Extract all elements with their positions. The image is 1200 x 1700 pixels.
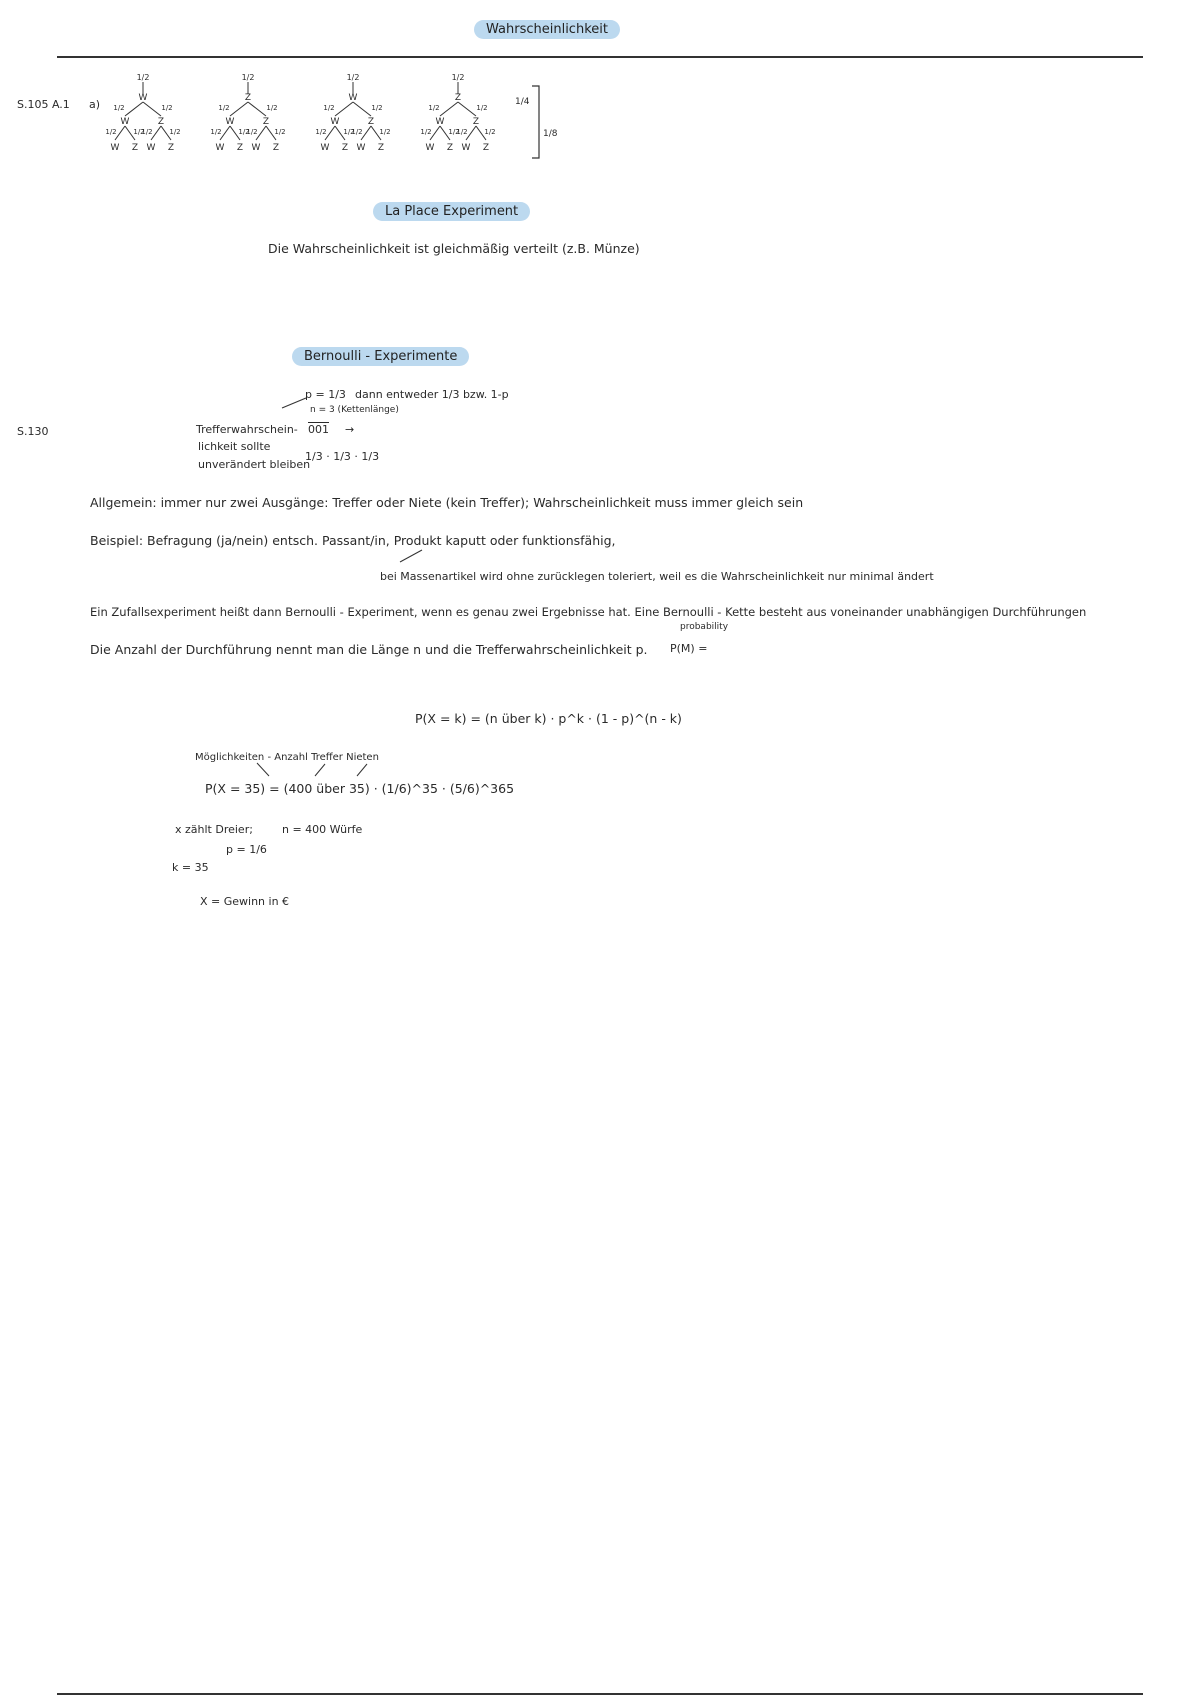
bracket-icon (532, 86, 539, 158)
tree-leaf-label: W (251, 143, 261, 153)
tree-node-label: Z (262, 117, 270, 127)
tree-leaf-label: Z (341, 143, 349, 153)
footer-divider (57, 1693, 1143, 1695)
tree-branch (335, 102, 353, 116)
p-note: dann entweder 1/3 bzw. 1-p (355, 388, 509, 401)
bernoulli-ref: S.130 (17, 425, 49, 438)
tree-prob-label: 1/2 (105, 128, 117, 136)
tree-leaf-label: Z (482, 143, 490, 153)
tree-node-label: W (435, 117, 445, 127)
x-note: x zählt Dreier; (175, 823, 253, 836)
tree-node-label: Z (454, 93, 462, 103)
sequence-arrow: → (345, 423, 355, 436)
tree-prob-label: 1/2 (343, 128, 355, 136)
side-note-3: unverändert bleiben (198, 458, 311, 471)
tree-prob-label: 1/2 (428, 104, 440, 112)
tree-leaf-label: Z (167, 143, 175, 153)
label-arrows (255, 760, 375, 780)
tree-branch (353, 102, 371, 116)
tree-node-label: W (330, 117, 340, 127)
tree-prob-label: 1/2 (371, 104, 383, 112)
tree-prob-label: 1/2 (113, 104, 125, 112)
tree-prob-label: 1/2 (476, 104, 488, 112)
tree-root-label: 1/2 (241, 73, 255, 82)
bracket-bottom-label: 1/8 (543, 129, 558, 139)
example-labels: Möglichkeiten - Anzahl Treffer Nieten (195, 752, 379, 763)
tree-leaf-label: W (425, 143, 435, 153)
tree-prob-label: 1/2 (456, 128, 468, 136)
tree-branch (125, 102, 143, 116)
tree-node-label: Z (157, 117, 165, 127)
tree-branch (458, 102, 476, 116)
tree-node-label: W (120, 117, 130, 127)
tree-node-label: Z (472, 117, 480, 127)
binomial-formula: P(X = k) = (n über k) · p^k · (1 - p)^(n - k) (415, 711, 682, 726)
k-note: k = 35 (172, 861, 209, 874)
side-note-2: lichkeit sollte (198, 440, 271, 453)
pm-note: probability (680, 622, 729, 632)
tree-node-label: Z (367, 117, 375, 127)
tree-prob-label: 1/2 (315, 128, 327, 136)
page-title: Wahrscheinlichkeit (474, 20, 620, 39)
tree-leaf-label: W (110, 143, 120, 153)
sequence: 001 (308, 423, 329, 436)
side-note-1: Trefferwahrschein- (196, 423, 298, 436)
tree-root-label: 1/2 (136, 73, 150, 82)
tree-leaf-label: Z (446, 143, 454, 153)
tree-prob-label: 1/2 (246, 128, 258, 136)
bernoulli-title: Bernoulli - Experimente (292, 347, 469, 366)
n-line: n = 3 (Kettenlänge) (310, 405, 399, 415)
tree-prob-label: 1/2 (484, 128, 496, 136)
p-note-2: p = 1/6 (226, 843, 267, 856)
tree-root-label: 1/2 (451, 73, 465, 82)
tree-prob-label: 1/2 (133, 128, 145, 136)
tree-node-label: W (138, 93, 148, 103)
tree-leaf-label: W (461, 143, 471, 153)
n-note: n = 400 Würfe (282, 823, 363, 836)
tree-node-label: W (348, 93, 358, 103)
tree-branch (230, 102, 248, 116)
tree-leaf-label: Z (272, 143, 280, 153)
fractions: 1/3 · 1/3 · 1/3 (305, 450, 380, 463)
example-formula: P(X = 35) = (400 über 35) · (1/6)^35 · (5/6)^365 (205, 781, 515, 796)
tree-branch (440, 102, 458, 116)
tree-prob-label: 1/2 (448, 128, 460, 136)
general-rule: Allgemein: immer nur zwei Ausgänge: Treffer oder Niete (kein Treffer); Wahrscheinlichkeit muss immer gleich sein (90, 495, 804, 510)
probability-trees (95, 70, 565, 170)
tree-branch (143, 102, 161, 116)
tree-leaf-label: W (215, 143, 225, 153)
tree-prob-label: 1/2 (169, 128, 181, 136)
definition: Ein Zufallsexperiment heißt dann Bernoulli - Experiment, wenn es genau zwei Ergebnisse hat. Eine Bernoulli - Kette besteht aus voneinander unabhängigen Durchführungen (90, 605, 1087, 619)
exercise-ref: S.105 A.1 (17, 98, 70, 111)
tree-prob-label: 1/2 (351, 128, 363, 136)
tree-node-label: Z (244, 93, 252, 103)
tree-leaf-label: W (146, 143, 156, 153)
tree-root-label: 1/2 (346, 73, 360, 82)
definition-2: Die Anzahl der Durchführung nennt man die Länge n und die Trefferwahrscheinlichkeit p. (90, 642, 648, 657)
gain-note: X = Gewinn in € (200, 895, 290, 908)
header-divider (57, 56, 1143, 58)
tree-prob-label: 1/2 (238, 128, 250, 136)
tree-prob-label: 1/2 (379, 128, 391, 136)
pm: P(M) = (670, 642, 708, 655)
bracket-top-label: 1/4 (515, 97, 530, 107)
tree-prob-label: 1/2 (420, 128, 432, 136)
example-note: bei Massenartikel wird ohne zurücklegen toleriert, weil es die Wahrscheinlichkeit nur minimal ändert (380, 570, 934, 583)
tree-leaf-label: Z (377, 143, 385, 153)
pointer-line-2 (398, 548, 428, 564)
laplace-text: Die Wahrscheinlichkeit ist gleichmäßig verteilt (z.B. Münze) (268, 241, 640, 256)
tree-prob-label: 1/2 (218, 104, 230, 112)
p-line: p = 1/3 (305, 388, 346, 401)
tree-leaf-label: Z (236, 143, 244, 153)
exercise-part: a) (89, 98, 101, 111)
tree-prob-label: 1/2 (323, 104, 335, 112)
example-text: Beispiel: Befragung (ja/nein) entsch. Passant/in, Produkt kaputt oder funktionsfähig, (90, 533, 616, 548)
tree-leaf-label: Z (131, 143, 139, 153)
tree-prob-label: 1/2 (161, 104, 173, 112)
tree-leaf-label: W (356, 143, 366, 153)
pointer-line (280, 396, 310, 410)
tree-node-label: W (225, 117, 235, 127)
tree-prob-label: 1/2 (210, 128, 222, 136)
tree-leaf-label: W (320, 143, 330, 153)
laplace-title: La Place Experiment (373, 202, 530, 221)
tree-prob-label: 1/2 (141, 128, 153, 136)
tree-prob-label: 1/2 (266, 104, 278, 112)
tree-branch (248, 102, 266, 116)
tree-prob-label: 1/2 (274, 128, 286, 136)
